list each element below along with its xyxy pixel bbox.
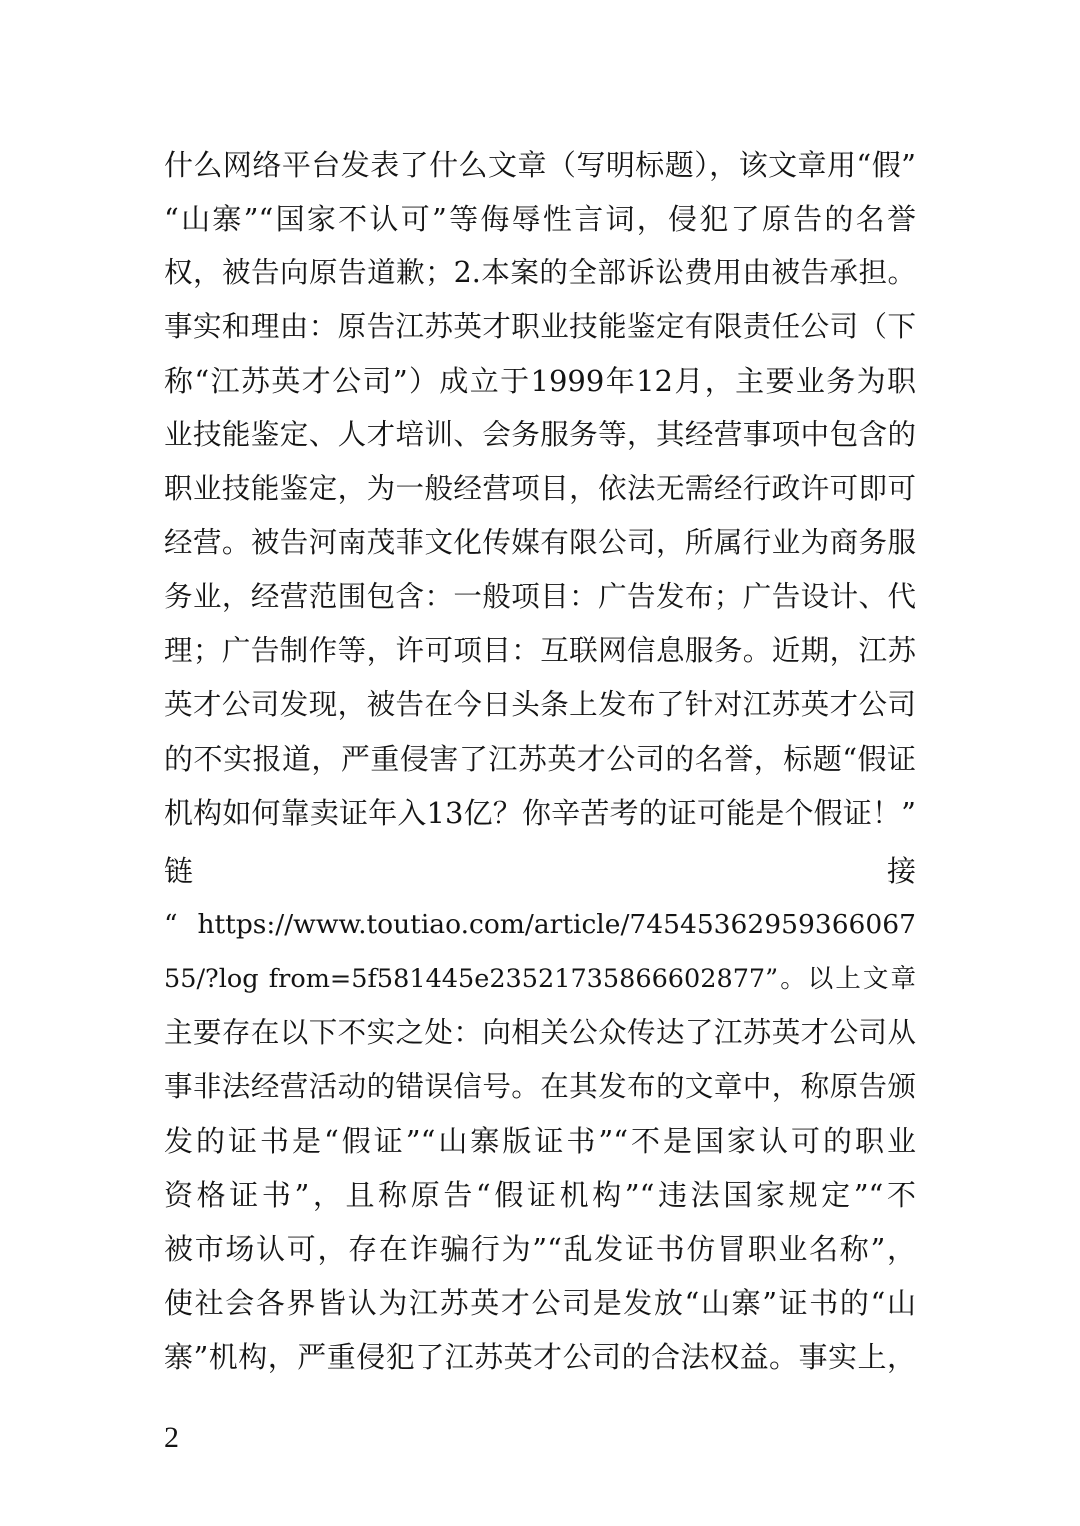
body-text-line: 机构如何靠卖证年入13亿？你辛苦考的证可能是个假证！” [164,796,916,830]
body-text-line: 称“江苏英才公司”）成立于1999年12月，主要业务为职 [164,364,916,398]
body-text-line: 权，被告向原告道歉；2.本案的全部诉讼费用由被告承担。 [164,256,916,289]
url-text-line: 55/?log from=5f581445e23521735866602877”。以上文章 [164,964,916,994]
url-text-line: “ https://www.toutiao.com/article/74545362959366067 [164,909,916,940]
body-text-line: 事实和理由：原告江苏英才职业技能鉴定有限责任公司（下 [164,310,916,343]
body-text-line: 务业，经营范围包含：一般项目：广告发布；广告设计、代 [164,580,916,613]
split-right-char: 接 [886,854,916,888]
body-text-line: 资格证书”，且称原告“假证机构”“违法国家规定”“不 [164,1178,916,1212]
body-text-line: 被市场认可，存在诈骗行为”“乱发证书仿冒职业名称”， [164,1232,916,1266]
body-text-line: 业技能鉴定、人才培训、会务服务等，其经营事项中包含的 [164,418,916,451]
body-text-line: 理；广告制作等，许可项目：互联网信息服务。近期，江苏 [164,634,916,667]
body-text-line: 经营。被告河南茂菲文化传媒有限公司，所属行业为商务服 [164,526,916,559]
page-number: 2 [164,1421,179,1454]
body-text-line-split [164,851,916,891]
split-left-char: 链 [164,854,194,888]
body-text-line: 使社会各界皆认为江苏英才公司是发放“山寨”证书的“山 [164,1286,916,1320]
body-text-line: 的不实报道，严重侵害了江苏英才公司的名誉，标题“假证 [164,742,916,776]
body-text-line: 英才公司发现，被告在今日头条上发布了针对江苏英才公司 [164,688,916,721]
body-text-line: 什么网络平台发表了什么文章（写明标题），该文章用“假” [164,148,916,182]
body-text-line: 职业技能鉴定，为一般经营项目，依法无需经行政许可即可 [164,472,916,505]
body-text-line: 事非法经营活动的错误信号。在其发布的文章中，称原告颁 [164,1070,916,1103]
body-text-line: “山寨”“国家不认可”等侮辱性言词，侵犯了原告的名誉 [164,202,916,236]
body-text-line: 主要存在以下不实之处：向相关公众传达了江苏英才公司从 [164,1016,916,1049]
body-text-line: 发的证书是“假证”“山寨版证书”“不是国家认可的职业 [164,1124,916,1158]
body-text-line: 寨”机构，严重侵犯了江苏英才公司的合法权益。事实上， [164,1340,916,1374]
